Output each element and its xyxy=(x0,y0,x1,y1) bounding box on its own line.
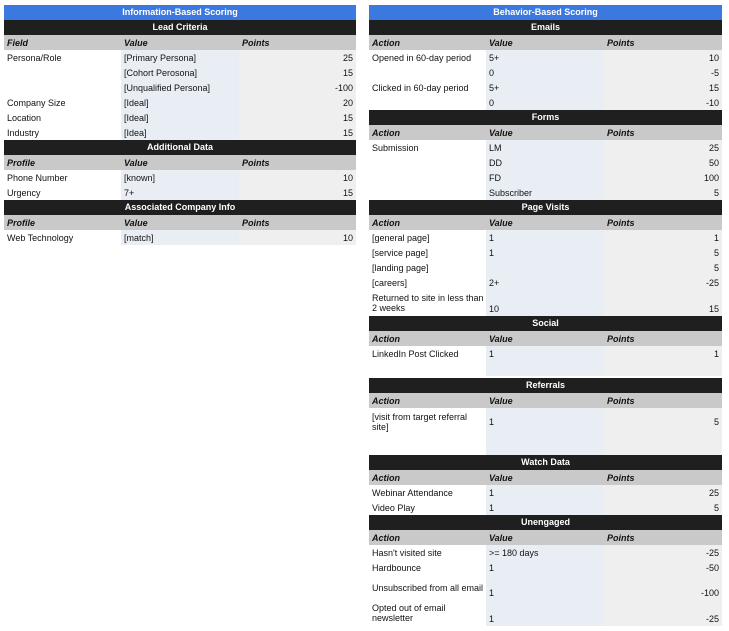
table-cell: 1 xyxy=(486,346,604,361)
table-row xyxy=(4,65,356,80)
table-title: Behavior-Based Scoring xyxy=(369,5,722,20)
table-cell xyxy=(369,155,486,170)
column-header: Points xyxy=(607,472,635,483)
table-cell: 5 xyxy=(604,260,722,275)
table-row xyxy=(369,408,722,435)
section-header: Page Visits xyxy=(369,200,722,215)
column-header: Points xyxy=(607,37,635,48)
information-based-scoring-table xyxy=(4,5,356,245)
table-cell: -100 xyxy=(239,80,356,95)
table-cell: 0 xyxy=(486,65,604,80)
table-cell: 15 xyxy=(239,65,356,80)
table-row xyxy=(4,110,356,125)
column-header-row xyxy=(369,393,722,408)
section-header: Additional Data xyxy=(4,140,356,155)
table-cell xyxy=(369,170,486,185)
table-cell: 1 xyxy=(486,500,604,515)
table-cell: Web Technology xyxy=(4,230,121,245)
table-title: Information-Based Scoring xyxy=(4,5,356,20)
section-header: Lead Criteria xyxy=(4,20,356,35)
table-cell: 100 xyxy=(604,170,722,185)
table-row xyxy=(4,170,356,185)
table-cell: Opened in 60-day period xyxy=(369,50,486,65)
table-cell: [Cohort Perosona] xyxy=(121,65,239,80)
table-row xyxy=(369,600,722,626)
table-cell: -25 xyxy=(604,600,722,626)
table-cell: Persona/Role xyxy=(4,50,121,65)
table-row xyxy=(4,125,356,140)
table-cell: Clicked in 60-day period xyxy=(369,80,486,95)
table-cell: 5+ xyxy=(486,80,604,95)
column-header: Action xyxy=(372,395,400,406)
table-cell: 25 xyxy=(604,140,722,155)
table-cell: Company Size xyxy=(4,95,121,110)
table-cell: 10 xyxy=(239,230,356,245)
table-cell: 5+ xyxy=(486,50,604,65)
table-cell: 1 xyxy=(486,408,604,435)
table-row xyxy=(369,95,722,110)
table-cell: 1 xyxy=(486,230,604,245)
column-header: Value xyxy=(489,532,513,543)
section-header: Emails xyxy=(369,20,722,35)
table-row xyxy=(369,80,722,95)
table-row xyxy=(369,260,722,275)
column-header: Value xyxy=(489,395,513,406)
table-cell xyxy=(369,361,486,376)
table-cell xyxy=(369,65,486,80)
table-cell: 5 xyxy=(604,185,722,200)
section-header: Unengaged xyxy=(369,515,722,530)
table-row xyxy=(369,560,722,575)
table-cell: 15 xyxy=(604,290,722,316)
section-header: Watch Data xyxy=(369,455,722,470)
table-cell xyxy=(369,435,486,455)
column-header: Points xyxy=(607,532,635,543)
table-row xyxy=(369,575,722,600)
table-cell: -25 xyxy=(604,545,722,560)
table-cell: Industry xyxy=(4,125,121,140)
table-cell: [service page] xyxy=(369,245,486,260)
column-header-row xyxy=(369,125,722,140)
section-header: Associated Company Info xyxy=(4,200,356,215)
table-cell: [Idea] xyxy=(121,125,239,140)
table-cell xyxy=(369,185,486,200)
table-cell: [visit from target referral site] xyxy=(369,408,486,435)
table-row-empty xyxy=(369,361,722,376)
table-cell xyxy=(4,80,121,95)
table-cell: [careers] xyxy=(369,275,486,290)
table-cell: LM xyxy=(486,140,604,155)
table-cell: 2+ xyxy=(486,275,604,290)
column-header: Points xyxy=(607,333,635,344)
table-cell: [general page] xyxy=(369,230,486,245)
column-header-row xyxy=(369,331,722,346)
column-header: Value xyxy=(489,333,513,344)
column-header: Value xyxy=(124,37,148,48)
column-header: Value xyxy=(489,217,513,228)
table-cell: Hasn't visited site xyxy=(369,545,486,560)
table-row xyxy=(369,290,722,316)
table-cell: Submission xyxy=(369,140,486,155)
table-row xyxy=(369,185,722,200)
table-cell: [landing page] xyxy=(369,260,486,275)
table-cell: Webinar Attendance xyxy=(369,485,486,500)
section-header: Referrals xyxy=(369,378,722,393)
column-header: Action xyxy=(372,127,400,138)
column-header: Value xyxy=(489,472,513,483)
column-header-row xyxy=(369,35,722,50)
table-cell: -25 xyxy=(604,275,722,290)
table-row xyxy=(4,95,356,110)
table-cell: 25 xyxy=(604,485,722,500)
table-cell: 15 xyxy=(239,185,356,200)
table-cell: 15 xyxy=(239,110,356,125)
column-header: Points xyxy=(242,157,270,168)
column-header: Action xyxy=(372,217,400,228)
column-header: Action xyxy=(372,333,400,344)
column-header: Points xyxy=(607,127,635,138)
column-header: Value xyxy=(489,37,513,48)
table-cell xyxy=(604,435,722,455)
table-cell: -50 xyxy=(604,560,722,575)
table-cell: [known] xyxy=(121,170,239,185)
table-cell: 10 xyxy=(486,290,604,316)
column-header: Points xyxy=(607,395,635,406)
column-header: Action xyxy=(372,472,400,483)
table-cell: >= 180 days xyxy=(486,545,604,560)
table-cell: 0 xyxy=(486,95,604,110)
table-cell: Location xyxy=(4,110,121,125)
table-cell: 5 xyxy=(604,408,722,435)
column-header: Profile xyxy=(7,217,36,228)
column-header: Value xyxy=(124,157,148,168)
table-cell: 15 xyxy=(239,125,356,140)
table-row xyxy=(369,485,722,500)
table-cell xyxy=(486,361,604,376)
table-cell: Returned to site in less than 2 weeks xyxy=(369,290,486,316)
table-row xyxy=(4,50,356,65)
column-header: Points xyxy=(607,217,635,228)
column-header-row xyxy=(4,215,356,230)
table-row xyxy=(369,155,722,170)
table-cell: [Unqualified Persona] xyxy=(121,80,239,95)
table-row xyxy=(369,245,722,260)
table-cell xyxy=(604,361,722,376)
table-row xyxy=(4,80,356,95)
column-header-row xyxy=(369,470,722,485)
column-header: Points xyxy=(242,37,270,48)
table-cell: 1 xyxy=(486,485,604,500)
table-row xyxy=(4,185,356,200)
table-cell: -100 xyxy=(604,575,722,600)
table-cell: Video Play xyxy=(369,500,486,515)
table-row xyxy=(369,500,722,515)
table-cell: -10 xyxy=(604,95,722,110)
table-row xyxy=(369,50,722,65)
table-row xyxy=(369,346,722,361)
table-cell: [Ideal] xyxy=(121,95,239,110)
table-cell: [Ideal] xyxy=(121,110,239,125)
table-row xyxy=(4,230,356,245)
table-cell: 7+ xyxy=(121,185,239,200)
table-cell: 5 xyxy=(604,245,722,260)
column-header: Value xyxy=(124,217,148,228)
column-header: Action xyxy=(372,37,400,48)
table-cell xyxy=(486,435,604,455)
table-row-empty xyxy=(369,435,722,455)
table-cell: Hardbounce xyxy=(369,560,486,575)
table-cell: 1 xyxy=(486,245,604,260)
table-cell: Urgency xyxy=(4,185,121,200)
table-cell: 25 xyxy=(239,50,356,65)
column-header: Field xyxy=(7,37,29,48)
column-header: Value xyxy=(489,127,513,138)
table-cell xyxy=(486,260,604,275)
table-cell: [Primary Persona] xyxy=(121,50,239,65)
table-row xyxy=(369,65,722,80)
column-header-row xyxy=(369,215,722,230)
table-row xyxy=(369,170,722,185)
column-header-row xyxy=(4,155,356,170)
table-cell xyxy=(4,65,121,80)
table-cell: -5 xyxy=(604,65,722,80)
table-cell: 1 xyxy=(486,600,604,626)
table-cell: 10 xyxy=(604,50,722,65)
table-cell: 1 xyxy=(486,575,604,600)
table-cell: Subscriber xyxy=(486,185,604,200)
table-cell: 1 xyxy=(604,346,722,361)
column-header-row xyxy=(369,530,722,545)
table-row xyxy=(369,275,722,290)
table-cell: 1 xyxy=(486,560,604,575)
table-cell: Unsubscribed from all email xyxy=(369,575,486,600)
table-cell: FD xyxy=(486,170,604,185)
column-header: Profile xyxy=(7,157,36,168)
table-cell: 1 xyxy=(604,230,722,245)
table-cell: Phone Number xyxy=(4,170,121,185)
table-cell: LinkedIn Post Clicked xyxy=(369,346,486,361)
column-header: Action xyxy=(372,532,400,543)
table-cell: 20 xyxy=(239,95,356,110)
table-cell: 10 xyxy=(239,170,356,185)
table-row xyxy=(369,140,722,155)
table-cell: 5 xyxy=(604,500,722,515)
table-cell: Opted out of email newsletter xyxy=(369,600,486,626)
behavior-based-scoring-table xyxy=(369,5,722,626)
table-cell: 50 xyxy=(604,155,722,170)
column-header-row xyxy=(4,35,356,50)
section-header: Forms xyxy=(369,110,722,125)
table-row xyxy=(369,545,722,560)
table-cell: DD xyxy=(486,155,604,170)
column-header: Points xyxy=(242,217,270,228)
table-cell: [match] xyxy=(121,230,239,245)
table-cell: 15 xyxy=(604,80,722,95)
section-header: Social xyxy=(369,316,722,331)
table-cell xyxy=(369,95,486,110)
table-row xyxy=(369,230,722,245)
